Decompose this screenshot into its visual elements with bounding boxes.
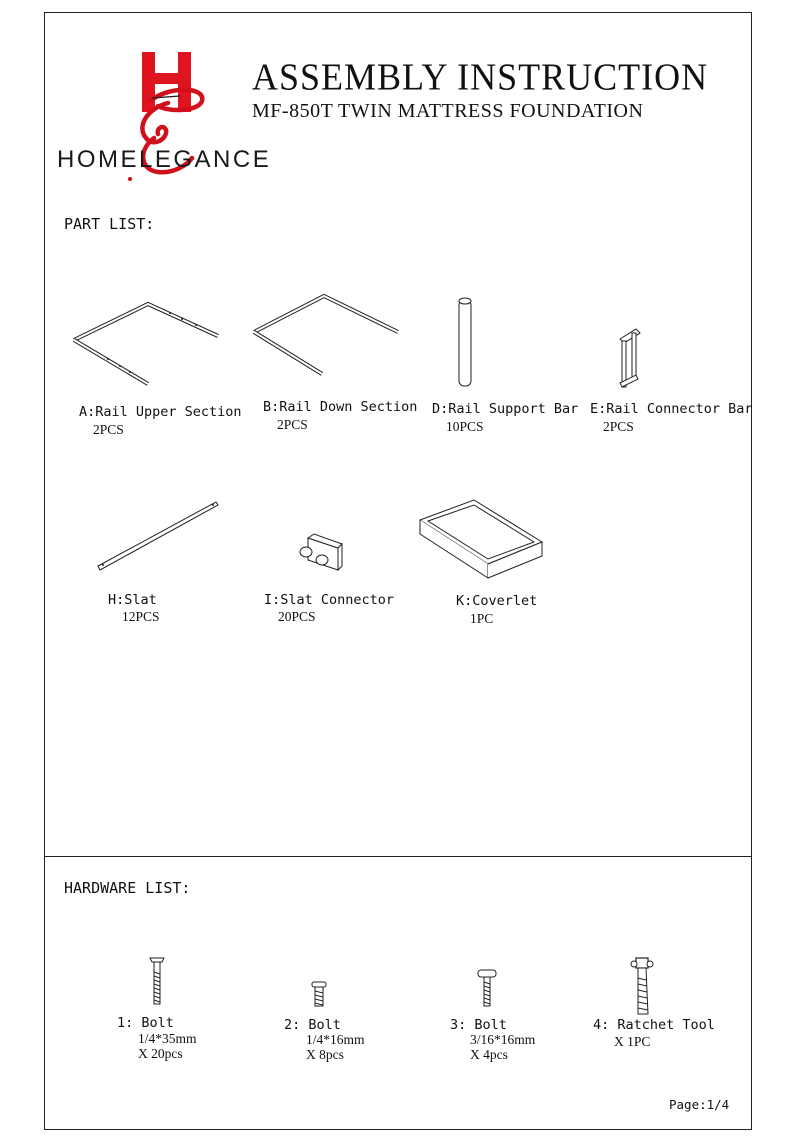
hardware-quantity: X 20pcs bbox=[138, 1046, 183, 1061]
part-label: I:Slat Connector bbox=[264, 592, 395, 608]
part-label: E:Rail Connector Bar bbox=[590, 401, 753, 417]
rail-connector-bar-icon bbox=[614, 325, 644, 391]
part-label: H:Slat bbox=[108, 592, 157, 608]
hardware-label: 3: Bolt bbox=[450, 1017, 507, 1033]
part-label: B:Rail Down Section bbox=[263, 399, 418, 415]
slat-icon bbox=[96, 500, 220, 574]
hardware-label: 2: Bolt bbox=[284, 1017, 341, 1033]
rail-support-bar-icon bbox=[457, 296, 473, 390]
part-quantity: 2PCS bbox=[93, 422, 124, 437]
part-label: D:Rail Support Bar bbox=[432, 401, 579, 417]
short-bolt-icon bbox=[310, 980, 328, 1008]
part-quantity: 20PCS bbox=[278, 609, 316, 624]
ratchet-tool-icon bbox=[628, 956, 658, 1016]
part-list-heading: PART LIST: bbox=[64, 215, 155, 233]
rail-upper-section-icon bbox=[70, 296, 220, 386]
page-number: Page:1/4 bbox=[669, 1097, 730, 1112]
hardware-label: 1: Bolt bbox=[117, 1015, 174, 1031]
hardware-list-heading: HARDWARE LIST: bbox=[64, 879, 191, 897]
hardware-size: 3/16*16mm bbox=[470, 1032, 536, 1047]
rail-down-section-icon bbox=[250, 292, 402, 376]
part-quantity: 1PC bbox=[470, 611, 494, 626]
hardware-size: 1/4*35mm bbox=[138, 1031, 197, 1046]
page-title: ASSEMBLY INSTRUCTION bbox=[252, 56, 709, 98]
slat-connector-icon bbox=[298, 532, 344, 574]
hardware-quantity: X 4pcs bbox=[470, 1047, 508, 1062]
section-divider bbox=[44, 856, 752, 857]
brand-name: HOMELEGANCE bbox=[57, 146, 272, 173]
long-bolt-icon bbox=[148, 956, 166, 1006]
part-quantity: 2PCS bbox=[277, 417, 308, 432]
part-label: K:Coverlet bbox=[456, 593, 538, 609]
coverlet-icon bbox=[416, 496, 546, 580]
hardware-quantity: X 1PC bbox=[614, 1034, 651, 1049]
part-quantity: 12PCS bbox=[122, 609, 160, 624]
product-subtitle: MF-850T TWIN MATTRESS FOUNDATION bbox=[252, 100, 644, 122]
part-quantity: 2PCS bbox=[603, 419, 634, 434]
hardware-quantity: X 8pcs bbox=[306, 1047, 344, 1062]
part-quantity: 10PCS bbox=[446, 419, 484, 434]
part-label: A:Rail Upper Section bbox=[79, 404, 242, 420]
small-bolt-icon bbox=[476, 968, 498, 1008]
hardware-label: 4: Ratchet Tool bbox=[593, 1017, 715, 1033]
hardware-size: 1/4*16mm bbox=[306, 1032, 365, 1047]
